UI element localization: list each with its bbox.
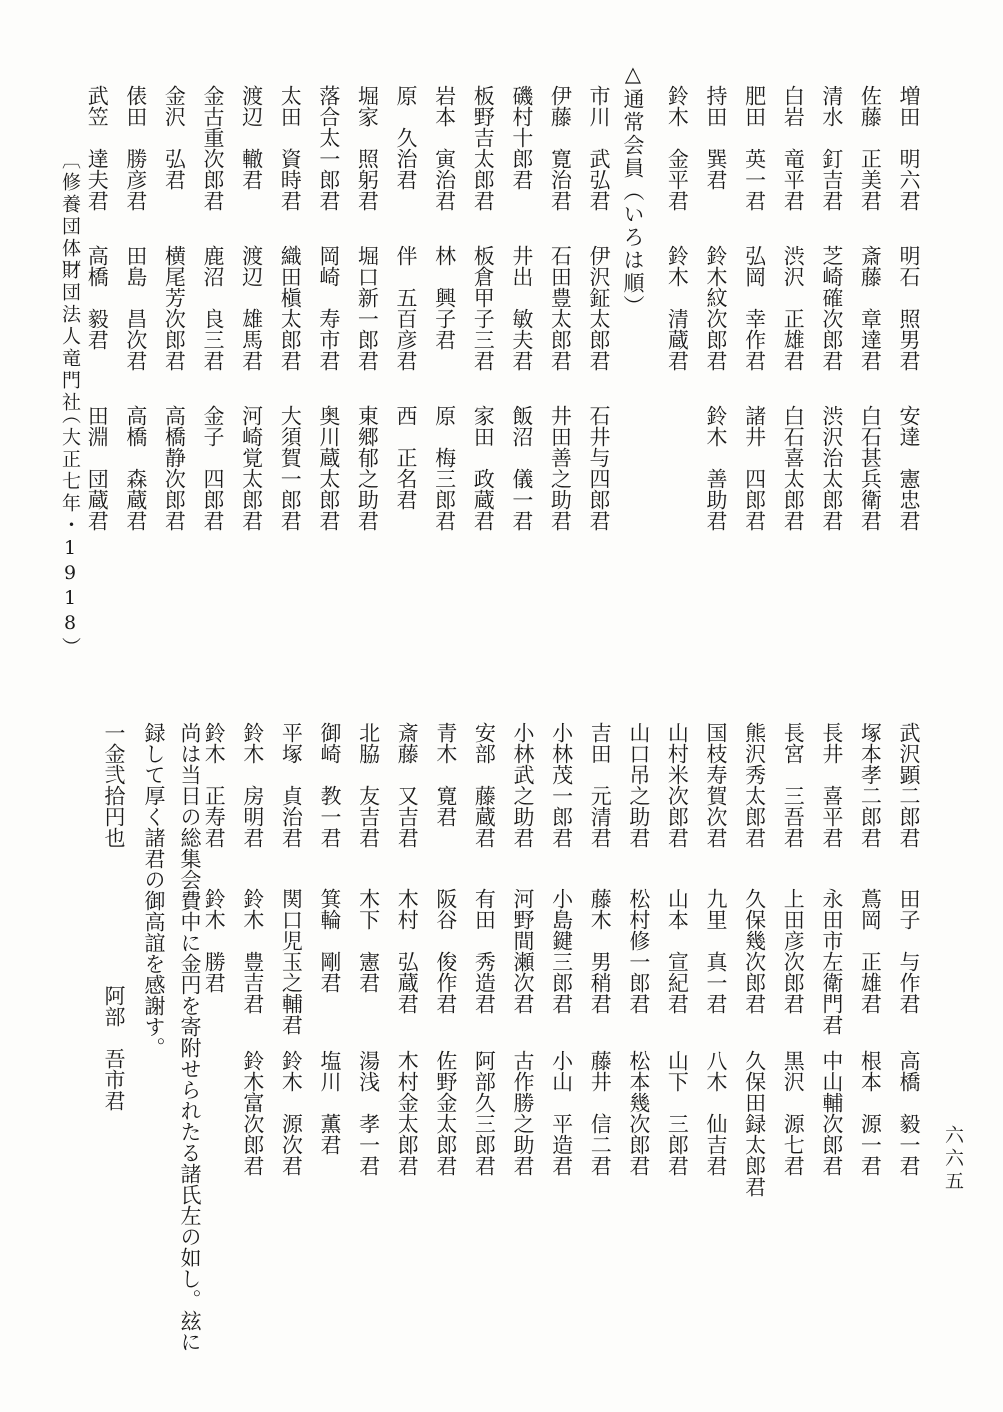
member-name: 林 興子君 xyxy=(432,245,457,350)
member-name: 肥田 英一君 xyxy=(742,85,767,211)
member-name: 芝崎確次郎君 xyxy=(819,245,844,371)
donation-amount: 一金弐拾円也 xyxy=(102,722,126,848)
member-name: 塩川 薫君 xyxy=(318,1050,342,1155)
member-name: 有田 秀造君 xyxy=(472,888,497,1014)
member-name: 塚本孝二郎君 xyxy=(858,722,883,848)
member-name: 鈴木富次郎君 xyxy=(240,1050,265,1176)
member-name: 斎藤 又吉君 xyxy=(395,722,420,848)
member-name: 市川 武弘君 xyxy=(587,85,611,211)
member-name: 佐野金太郎君 xyxy=(433,1050,458,1176)
member-name: 木村 弘蔵君 xyxy=(395,888,420,1014)
member-name: 吉田 元清君 xyxy=(588,722,613,848)
member-name: 高橋 森蔵君 xyxy=(123,405,148,531)
member-name: 岩本 寅治君 xyxy=(432,85,457,211)
member-name: 永田市左衛門君 xyxy=(819,888,844,1035)
member-name: 阿部久三郎君 xyxy=(472,1050,497,1176)
member-name: 九里 真一君 xyxy=(704,888,728,1014)
member-name: 西 正名君 xyxy=(394,405,418,510)
member-name: 長井 喜平君 xyxy=(819,722,844,848)
footer-year-label: （大正七年・1918） xyxy=(59,405,81,659)
member-name: 小林武之助君 xyxy=(511,722,535,848)
member-name: 白岩 竜平君 xyxy=(781,85,806,211)
member-name: 小島鍵三郎君 xyxy=(549,888,574,1014)
member-name: 渋沢 正雄君 xyxy=(781,245,806,371)
member-name: 田子 与作君 xyxy=(897,888,921,1014)
member-name: 藤井 信二君 xyxy=(588,1050,613,1176)
member-name: 久保田録太郎君 xyxy=(742,1050,767,1197)
member-name: 蔦岡 正雄君 xyxy=(858,888,883,1014)
member-name: 久保幾次郎君 xyxy=(742,888,767,1014)
note-line-1: 尚は当日の総集会費中に金円を寄附せられたる諸氏左の如し。玆に xyxy=(178,722,202,1352)
member-name: 藤木 男稍君 xyxy=(588,888,613,1014)
member-name: 井出 敏夫君 xyxy=(509,245,534,371)
member-name: 鹿沼 良三君 xyxy=(201,245,225,371)
member-name: 原 梅三郎君 xyxy=(432,405,457,531)
member-name: 鈴木紋次郎君 xyxy=(704,245,728,371)
member-name: 鈴木 清蔵君 xyxy=(665,245,690,371)
member-name: 奥川蔵太郎君 xyxy=(316,405,341,531)
page-number: 六六五 xyxy=(942,1125,964,1194)
member-name: 田淵 団蔵君 xyxy=(85,405,110,531)
member-name: 長宮 三吾君 xyxy=(781,722,806,848)
member-name: 鈴木 豊吉君 xyxy=(240,888,265,1014)
member-name: 岡崎 寿市君 xyxy=(316,245,341,371)
member-name: 黒沢 源七君 xyxy=(781,1050,806,1176)
member-name: 大須賀一郎君 xyxy=(278,405,303,531)
member-name: 増田 明六君 xyxy=(897,85,921,211)
member-name: 古作勝之助君 xyxy=(511,1050,535,1176)
member-name: 高橋静次郎君 xyxy=(162,405,187,531)
member-name: 伊沢鉦太郎君 xyxy=(587,245,611,371)
member-name: 家田 政蔵君 xyxy=(471,405,496,531)
member-name: 鈴木 金平君 xyxy=(665,85,690,211)
member-name: 阪谷 俊作君 xyxy=(433,888,458,1014)
member-name: 渡辺 轍君 xyxy=(239,85,264,190)
member-name: 松村修一郎君 xyxy=(626,888,651,1014)
member-name: 湯浅 孝一君 xyxy=(356,1050,381,1176)
member-name: 八木 仙吉君 xyxy=(704,1050,728,1176)
member-name: 国枝寿賀次君 xyxy=(704,722,728,848)
member-name: 佐藤 正美君 xyxy=(858,85,883,211)
member-name: 鈴木 源次君 xyxy=(279,1050,304,1176)
member-name: 飯沼 儀一君 xyxy=(509,405,534,531)
member-name: 持田 巽君 xyxy=(704,85,728,190)
member-name: 横尾芳次郎君 xyxy=(162,245,187,371)
member-name: 御崎 教一君 xyxy=(318,722,342,848)
member-name: 板野吉太郎君 xyxy=(471,85,496,211)
member-name: 山口吊之助君 xyxy=(626,722,651,848)
member-name: 斎藤 章達君 xyxy=(858,245,883,371)
member-name: 渡辺 雄馬君 xyxy=(239,245,264,371)
member-name: 小山 平造君 xyxy=(549,1050,574,1176)
member-name: 熊沢秀太郎君 xyxy=(742,722,767,848)
member-name: 安部 藤蔵君 xyxy=(472,722,497,848)
member-name: 織田槇太郎君 xyxy=(278,245,303,371)
member-name: 金古重次郎君 xyxy=(201,85,225,211)
member-name: 平塚 貞治君 xyxy=(279,722,304,848)
member-name: 板倉甲子三君 xyxy=(471,245,496,371)
member-name: 原 久治君 xyxy=(394,85,418,190)
member-name: 松本幾次郎君 xyxy=(626,1050,651,1176)
member-name: 鈴木 善助君 xyxy=(704,405,728,531)
member-name: 渋沢治太郎君 xyxy=(819,405,844,531)
member-name: 鈴木 正寿君 xyxy=(202,722,227,848)
member-name: 青木 寛君 xyxy=(433,722,458,827)
member-name: 田島 昌次君 xyxy=(123,245,148,371)
member-name: 白石喜太郎君 xyxy=(781,405,806,531)
donor-name: 阿部 吾市君 xyxy=(102,985,126,1111)
member-name: 河野間瀬次君 xyxy=(511,888,535,1014)
member-name: 小林茂一郎君 xyxy=(549,722,574,848)
member-name: 俵田 勝彦君 xyxy=(123,85,148,211)
member-name: 山下 三郎君 xyxy=(665,1050,690,1176)
member-name: 堀家 照躬君 xyxy=(355,85,380,211)
member-name: 武沢顕二郎君 xyxy=(897,722,921,848)
member-name: 上田彦次郎君 xyxy=(781,888,806,1014)
member-name: 井田善之助君 xyxy=(548,405,573,531)
member-name: 木下 憲君 xyxy=(356,888,381,993)
member-name: 鈴木 房明君 xyxy=(240,722,265,848)
member-name: 伊藤 寛治君 xyxy=(548,85,573,211)
member-name: 清水 釘吉君 xyxy=(819,85,844,211)
member-name: 高橋 毅君 xyxy=(85,245,110,350)
member-name: 金沢 弘君 xyxy=(162,85,187,190)
member-name: 河崎覚太郎君 xyxy=(239,405,264,531)
member-name: 太田 資時君 xyxy=(278,85,303,211)
footer-org-label: 財団法人竜門社 xyxy=(59,260,81,414)
member-name: 高橋 毅一君 xyxy=(897,1050,921,1176)
member-name: 山村米次郎君 xyxy=(665,722,690,848)
member-name: 諸井 四郎君 xyxy=(742,405,767,531)
member-name: 関口児玉之輔君 xyxy=(279,888,304,1035)
member-name: 鈴木 勝君 xyxy=(202,888,227,993)
member-name: 箕輪 剛君 xyxy=(318,888,342,993)
note-line-2: 録して厚く諸君の御高誼を感謝す。 xyxy=(142,722,166,1058)
member-name: 根本 源一君 xyxy=(858,1050,883,1176)
member-name: 木村金太郎君 xyxy=(395,1050,420,1176)
member-name: 磯村十郎君 xyxy=(509,85,534,190)
member-name: 落合太一郎君 xyxy=(316,85,341,211)
member-name: 石井与四郎君 xyxy=(587,405,611,531)
member-name: 伴 五百彦君 xyxy=(394,245,418,371)
member-name: 堀口新一郎君 xyxy=(355,245,380,371)
member-name: 東郷郁之助君 xyxy=(355,405,380,531)
member-name: 弘岡 幸作君 xyxy=(742,245,767,371)
member-name: 金子 四郎君 xyxy=(201,405,225,531)
member-name: 白石甚兵衛君 xyxy=(858,405,883,531)
member-name: 明石 照男君 xyxy=(897,245,921,371)
member-name: 安達 憲忠君 xyxy=(897,405,921,531)
member-name: 北脇 友吉君 xyxy=(356,722,381,848)
section-heading: △通常会員（いろは順） xyxy=(621,62,645,318)
member-name: 中山輔次郎君 xyxy=(819,1050,844,1176)
member-name: 武笠 達夫君 xyxy=(85,85,110,211)
member-name: 石田豊太郎君 xyxy=(548,245,573,371)
member-name: 山本 宣紀君 xyxy=(665,888,690,1014)
footer-group-label: 〔修養団体〕 xyxy=(59,150,81,282)
